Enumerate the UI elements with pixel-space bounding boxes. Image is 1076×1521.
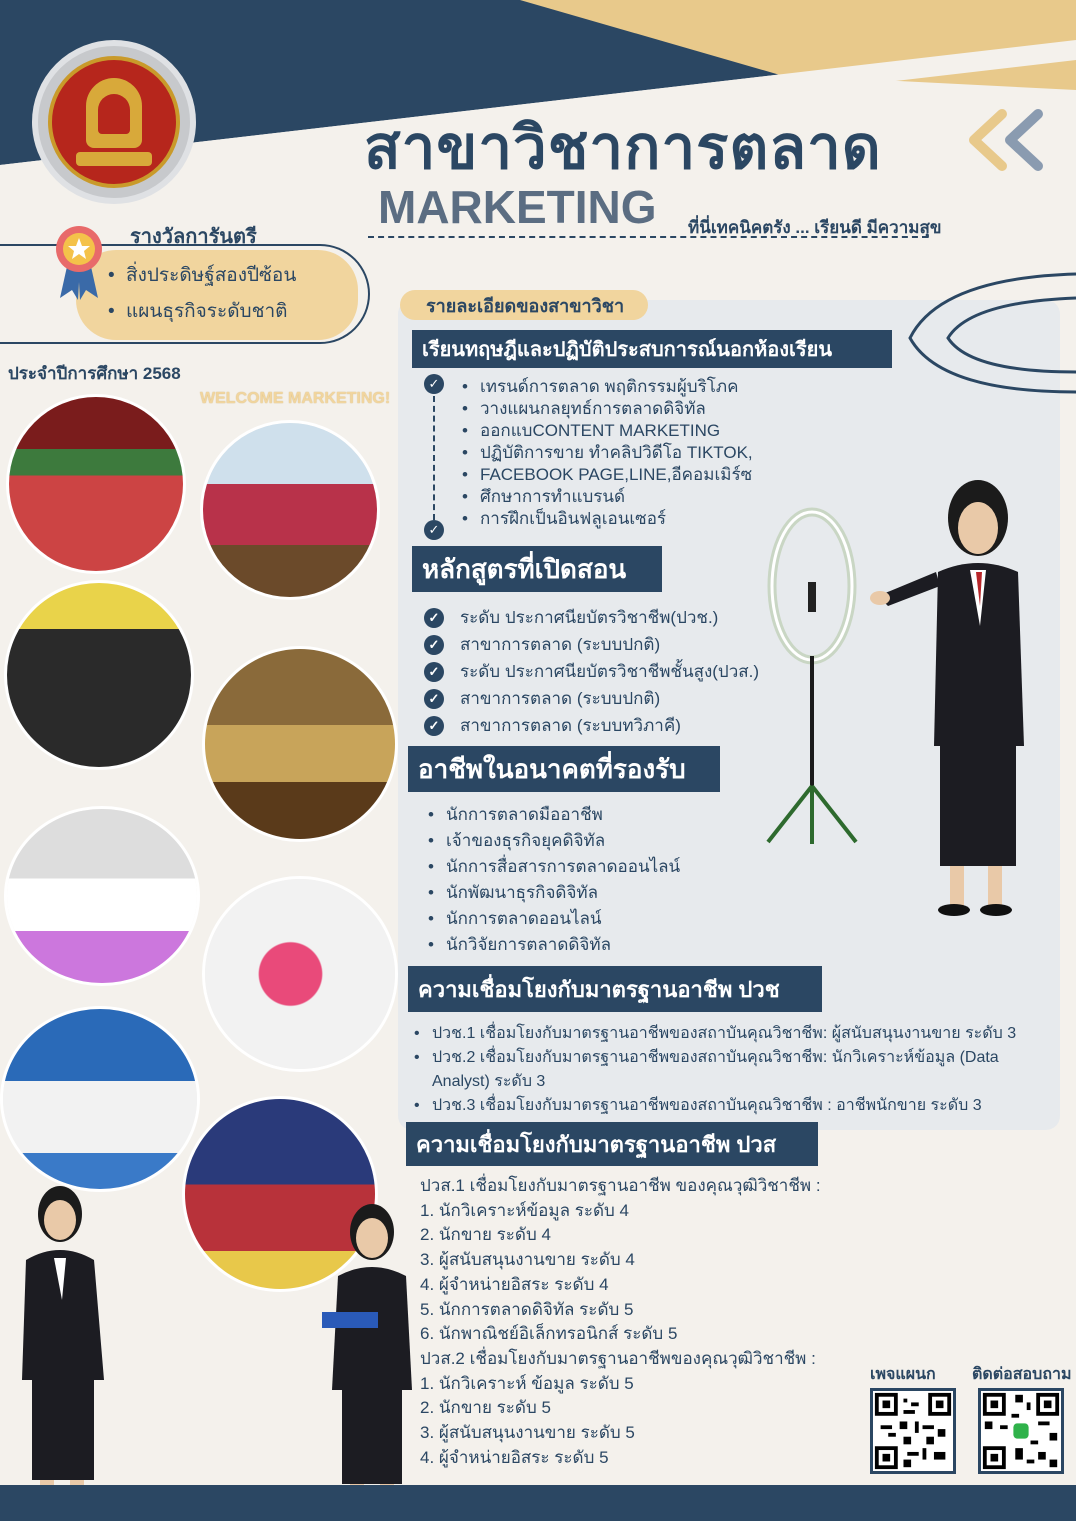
footer-bar xyxy=(0,1485,1076,1521)
pvc-list xyxy=(410,1022,1050,1118)
study-item: • ออกแบCONTENT MARKETING xyxy=(458,420,818,442)
college-logo xyxy=(32,40,196,204)
pvs-line: 2. นักขาย ระดับ 4 xyxy=(420,1225,551,1245)
student-figure xyxy=(318,1200,418,1514)
award-item: • สิ่งประดิษฐ์สองปีซ้อน xyxy=(104,258,364,294)
study-item: • ปฏิบัติการขาย ทำคลิปวิดีโอ TIKTOK, xyxy=(458,442,818,464)
careers-list xyxy=(424,802,754,958)
presenter-figure xyxy=(868,476,1048,922)
academic-year: ประจำปีการศึกษา 2568 xyxy=(8,364,181,383)
activity-photo xyxy=(200,420,380,600)
career-item: • นักการสื่อสารการตลาดออนไลน์ xyxy=(424,854,754,880)
career-item: • นักพัฒนาธุรกิจดิจิทัล xyxy=(424,880,754,906)
study-item: • เทรนด์การตลาด พฤติกรรมผู้บริโภค xyxy=(458,376,818,398)
double-chevron-left-icon xyxy=(962,108,1052,172)
contact-qr-code[interactable] xyxy=(978,1388,1064,1474)
career-item: • นักการตลาดมืออาชีพ xyxy=(424,802,754,828)
careers-heading: อาชีพในอนาคตที่รองรับ xyxy=(408,746,720,792)
timeline-line xyxy=(433,396,435,520)
course-item: ✓ ระดับ ประกาศนียบัตรวิชาชีพชั้นสูง(ปวส.) xyxy=(424,658,804,685)
pvs-line: 1. นักวิเคราะห์ข้อมูล ระดับ 4 xyxy=(420,1200,630,1220)
page-title: สาขาวิชาการตลาด xyxy=(364,113,882,183)
check-icon: ✓ xyxy=(424,716,444,736)
pvs-line: 4. ผู้จำหน่ายอิสระ ระดับ 5 xyxy=(420,1447,609,1467)
pvs-line: 4. ผู้จำหน่ายอิสระ ระดับ 4 xyxy=(420,1274,609,1294)
ring-light xyxy=(762,506,862,846)
courses-heading: หลักสูตรที่เปิดสอน xyxy=(412,546,662,592)
study-item: • การฝึกเป็นอินฟลูเอนเซอร์ xyxy=(458,508,818,530)
course-item: ✓ สาขาการตลาด (ระบบปกติ) xyxy=(424,631,804,658)
study-item: • ศึกษาการทำแบรนด์ xyxy=(458,486,818,508)
student-figure xyxy=(8,1180,118,1514)
pvs-heading: ความเชื่อมโยงกับมาตรฐานอาชีพ ปวส xyxy=(406,1122,818,1166)
check-icon: ✓ xyxy=(424,662,444,682)
check-icon: ✓ xyxy=(424,689,444,709)
activity-photo xyxy=(4,580,194,770)
pvs-line: 3. ผู้สนับสนุนงานขาย ระดับ 4 xyxy=(420,1250,635,1270)
pvc-item: • ปวช.1 เชื่อมโยงกับมาตรฐานอาชีพของสถาบันคุณวิชาชีพ: ผู้สนับสนุนงานขาย ระดับ 3 xyxy=(410,1022,1050,1046)
activity-photo xyxy=(0,1006,200,1192)
slogan: ที่นี่เทคนิคตรัง ... เรียนดี มีความสุข xyxy=(688,218,942,237)
check-icon: ✓ xyxy=(424,520,444,540)
pvs-line: 5. นักการตลาดดิจิทัล ระดับ 5 xyxy=(420,1299,634,1319)
medal-icon xyxy=(54,224,104,300)
check-icon: ✓ xyxy=(424,374,444,394)
award-title: รางวัลการันตรี xyxy=(130,226,257,248)
study-item: • วางแผนกลยุทธ์การตลาดดิจิทัล xyxy=(458,398,818,420)
award-list xyxy=(104,258,364,330)
activity-photo xyxy=(4,806,200,986)
career-item: • นักการตลาดออนไลน์ xyxy=(424,906,754,932)
pvs-line: ปวส.2 เชื่อมโยงกับมาตรฐานอาชีพของคุณวุฒิวิชาชีพ : xyxy=(420,1348,816,1368)
study-item: • FACEBOOK PAGE,LINE,อีคอมเมิร์ซ xyxy=(458,464,818,486)
check-icon: ✓ xyxy=(424,635,444,655)
page-qr-code[interactable] xyxy=(870,1388,956,1474)
pvs-line: 3. ผู้สนับสนุนงานขาย ระดับ 5 xyxy=(420,1423,635,1443)
page-qr-label: เพจแผนก xyxy=(870,1366,936,1383)
course-item: ✓ สาขาการตลาด (ระบบปกติ) xyxy=(424,685,804,712)
pvc-item: • ปวช.2 เชื่อมโยงกับมาตรฐานอาชีพของสถาบันคุณวิชาชีพ: นักวิเคราะห์ข้อมูล (Data Analyst) ระดับ 3 xyxy=(410,1046,1050,1094)
activity-photo xyxy=(202,646,398,842)
pvs-line: 6. นักพาณิชย์อิเล็กทรอนิกส์ ระดับ 5 xyxy=(420,1324,678,1344)
decorative-arcs xyxy=(900,268,1076,398)
career-item: • นักวิจัยการตลาดดิจิทัล xyxy=(424,932,754,958)
career-item: • เจ้าของธุรกิจยุคดิจิทัล xyxy=(424,828,754,854)
welcome-banner: WELCOME MARKETING! xyxy=(200,390,391,407)
award-item: • แผนธุรกิจระดับชาติ xyxy=(104,294,364,330)
pvs-list xyxy=(420,1174,860,1470)
pvs-line: 2. นักขาย ระดับ 5 xyxy=(420,1398,551,1418)
study-heading: เรียนทฤษฎีและปฏิบัติประสบการณ์นอกห้องเรียน xyxy=(412,330,892,368)
course-item: ✓ ระดับ ประกาศนียบัตรวิชาชีพ(ปวช.) xyxy=(424,604,804,631)
pvs-line: 1. นักวิเคราะห์ ข้อมูล ระดับ 5 xyxy=(420,1373,634,1393)
check-icon: ✓ xyxy=(424,608,444,628)
pvc-heading: ความเชื่อมโยงกับมาตรฐานอาชีพ ปวช xyxy=(408,966,822,1012)
pvs-line: ปวส.1 เชื่อมโยงกับมาตรฐานอาชีพ ของคุณวุฒิวิชาชีพ : xyxy=(420,1176,821,1195)
course-item: ✓ สาขาการตลาด (ระบบทวิภาคี) xyxy=(424,712,804,739)
pvc-item: • ปวช.3 เชื่อมโยงกับมาตรฐานอาชีพของสถาบันคุณวิชาชีพ : อาชีพนักขาย ระดับ 3 xyxy=(410,1094,1050,1118)
courses-list xyxy=(424,604,804,739)
details-tab: รายละเอียดของสาขาวิชา xyxy=(400,290,648,320)
subtitle-marketing: MARKETING xyxy=(378,181,657,233)
contact-qr-label: ติดต่อสอบถาม xyxy=(972,1366,1072,1383)
activity-photo xyxy=(202,876,398,1072)
activity-photo xyxy=(6,394,186,574)
title-divider xyxy=(368,236,928,238)
